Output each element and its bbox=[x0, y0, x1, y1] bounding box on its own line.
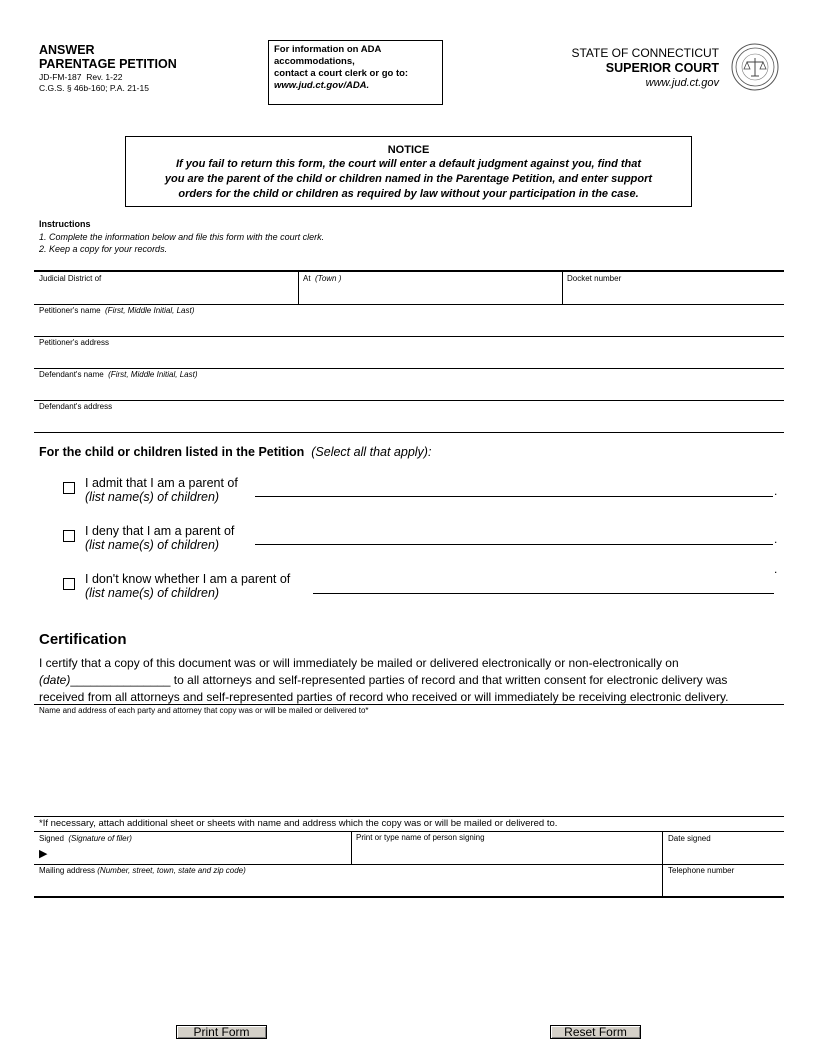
admit-label: I admit that I am a parent of bbox=[85, 476, 238, 490]
children-heading-text: For the child or children listed in the Petition bbox=[39, 445, 305, 459]
row-divider-3 bbox=[34, 368, 784, 369]
court-seal-icon bbox=[731, 43, 779, 91]
court-header bbox=[571, 46, 719, 90]
telephone-field[interactable] bbox=[668, 866, 734, 875]
print-name-field[interactable] bbox=[356, 833, 485, 842]
children-heading-hint: (Select all that apply): bbox=[311, 445, 432, 459]
footnote-top-rule bbox=[34, 816, 784, 817]
ada-line2: accommodations, bbox=[274, 56, 355, 67]
date-signed-field[interactable] bbox=[668, 834, 711, 843]
defendant-address-field[interactable] bbox=[39, 402, 112, 411]
petitioner-name-hint: (First, Middle Initial, Last) bbox=[105, 306, 195, 315]
form-meta bbox=[39, 72, 149, 94]
certification-line1: I certify that a copy of this document was or will immediately be mailed or delivered electronically or non-electronically on bbox=[39, 656, 679, 670]
signed-hint: (Signature of filer) bbox=[68, 834, 132, 843]
col-divider-1 bbox=[298, 272, 299, 304]
signature-bottom-rule bbox=[34, 864, 784, 865]
petitioner-name-field[interactable] bbox=[39, 306, 194, 315]
ada-line3: contact a court clerk or go to: bbox=[274, 68, 409, 79]
recipients-input[interactable] bbox=[36, 718, 782, 814]
admit-hint: (list name(s) of children) bbox=[85, 490, 220, 504]
instructions-step1: 1. Complete the information below and file this form with the court clerk. bbox=[39, 231, 325, 242]
judicial-district-label: Judicial District of bbox=[39, 274, 102, 283]
unknown-checkbox[interactable] bbox=[63, 578, 75, 590]
defendant-name-field[interactable] bbox=[39, 370, 198, 379]
signed-field[interactable] bbox=[39, 834, 132, 843]
admit-period: . bbox=[774, 484, 778, 498]
sig-col-divider-1 bbox=[351, 831, 352, 864]
date-signed-label: Date signed bbox=[668, 834, 711, 843]
docket-number-field[interactable] bbox=[567, 274, 621, 283]
certification-text bbox=[39, 655, 784, 706]
notice-line1: If you fail to return this form, the court will enter a default judgment against you, find that bbox=[175, 158, 642, 170]
certification-date-label: (date) bbox=[39, 673, 71, 687]
deny-children-input[interactable] bbox=[255, 544, 773, 545]
mailing-address-label: Mailing address bbox=[39, 866, 96, 875]
deny-period: . bbox=[774, 532, 778, 546]
defendant-name-hint: (First, Middle Initial, Last) bbox=[108, 370, 198, 379]
print-name-label: Print or type name of person signing bbox=[356, 833, 485, 842]
deny-option bbox=[85, 524, 234, 552]
instructions-step2: 2. Keep a copy for your records. bbox=[39, 244, 168, 254]
instructions bbox=[39, 218, 324, 256]
deny-hint: (list name(s) of children) bbox=[85, 538, 220, 552]
notice-heading: NOTICE bbox=[387, 144, 430, 156]
footnote: *If necessary, attach additional sheet or sheets with name and address which the copy was or will be mailed or delivered to. bbox=[39, 818, 558, 829]
admit-children-input[interactable] bbox=[255, 496, 773, 497]
mailing-address-hint: (Number, street, town, state and zip code) bbox=[97, 866, 246, 875]
defendant-name-label: Defendant's name bbox=[39, 370, 104, 379]
table-top-rule bbox=[34, 270, 784, 272]
defendant-address-label: Defendant's address bbox=[39, 402, 113, 411]
form-bottom-rule bbox=[34, 896, 784, 898]
form-title bbox=[39, 43, 177, 71]
statute: C.G.S. § 46b-160; P.A. 21-15 bbox=[39, 83, 149, 93]
recipients-top-rule bbox=[34, 704, 784, 705]
print-form-button[interactable]: Print Form bbox=[176, 1025, 267, 1039]
form-title-line1: ANSWER bbox=[39, 43, 95, 57]
notice-box bbox=[125, 136, 692, 207]
certification-line2-text: to all attorneys and self-represented parties of record and that written consent for electronic delivery was bbox=[170, 673, 728, 687]
petitioner-address-field[interactable] bbox=[39, 338, 109, 347]
petitioner-address-label: Petitioner's address bbox=[39, 338, 110, 347]
reset-form-button[interactable]: Reset Form bbox=[550, 1025, 641, 1039]
judicial-district-field[interactable] bbox=[39, 274, 101, 283]
certification-line2 bbox=[39, 672, 784, 689]
certification-date-input[interactable]: _______________ bbox=[70, 673, 171, 687]
admit-checkbox[interactable] bbox=[63, 482, 75, 494]
notice-line2: you are the parent of the child or children named in the Parentage Petition, and enter support bbox=[164, 173, 653, 185]
docket-number-label: Docket number bbox=[567, 274, 622, 283]
signed-label: Signed bbox=[39, 834, 64, 843]
instructions-heading: Instructions bbox=[39, 219, 91, 229]
court-name: SUPERIOR COURT bbox=[605, 61, 719, 75]
certification-heading: Certification bbox=[39, 631, 127, 648]
notice-line3: orders for the child or children as required by law without your participation in the case. bbox=[178, 188, 639, 200]
unknown-children-input[interactable] bbox=[313, 593, 774, 594]
signature-top-rule bbox=[34, 831, 784, 832]
unknown-period: . bbox=[774, 562, 778, 576]
deny-checkbox[interactable] bbox=[63, 530, 75, 542]
admit-option bbox=[85, 476, 238, 504]
row-divider-5 bbox=[34, 432, 784, 433]
row-divider-4 bbox=[34, 400, 784, 401]
court-website: www.jud.ct.gov bbox=[645, 77, 719, 89]
form-title-line2: PARENTAGE PETITION bbox=[39, 57, 177, 71]
at-town-field[interactable] bbox=[303, 274, 341, 283]
ada-line1: For information on ADA bbox=[274, 44, 382, 55]
at-town-hint: (Town ) bbox=[315, 274, 342, 283]
certification-line3: received from all attorneys and self-represented parties of record who received or will immediately be receiving electronic delivery. bbox=[39, 690, 729, 704]
unknown-hint: (list name(s) of children) bbox=[85, 586, 220, 600]
ada-link[interactable]: www.jud.ct.gov/ADA. bbox=[274, 80, 370, 91]
petitioner-name-label: Petitioner's name bbox=[39, 306, 101, 315]
at-town-label: At bbox=[303, 274, 311, 283]
state-name: STATE OF CONNECTICUT bbox=[571, 46, 719, 60]
deny-label: I deny that I am a parent of bbox=[85, 524, 235, 538]
form-number: JD-FM-187 Rev. 1-22 bbox=[39, 72, 123, 82]
col-divider-2 bbox=[562, 272, 563, 304]
ada-info-box bbox=[268, 40, 443, 105]
notice-text bbox=[126, 157, 691, 202]
children-heading bbox=[39, 445, 431, 459]
telephone-label: Telephone number bbox=[668, 866, 735, 875]
unknown-option bbox=[85, 572, 290, 600]
row-divider-2 bbox=[34, 336, 784, 337]
mailing-address-field[interactable] bbox=[39, 866, 246, 875]
unknown-label: I don't know whether I am a parent of bbox=[85, 572, 291, 586]
recipients-label: Name and address of each party and attorney that copy was or will be mailed or delivered to* bbox=[39, 706, 369, 715]
signature-arrow-icon: ▶ bbox=[39, 848, 48, 860]
row-divider-1 bbox=[34, 304, 784, 305]
